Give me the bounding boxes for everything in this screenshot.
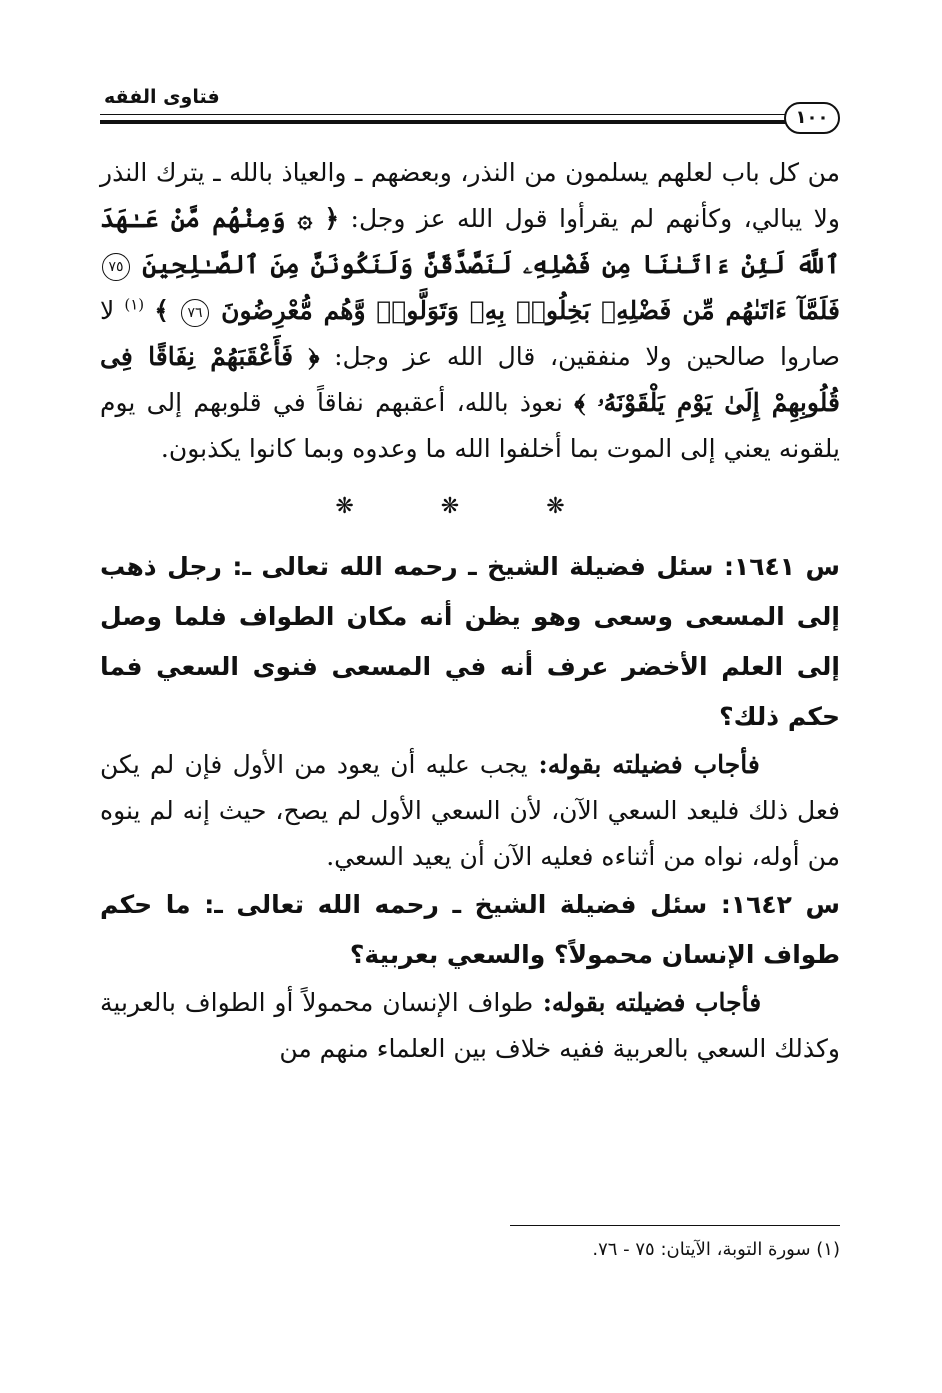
quran-verse: ﴿ فَأَعْقَبَهُمْ نِفَاقًا فِى قُلُوبِهِمْ إِلَىٰ يَوْمِ يَلْقَوْنَهُۥ ﴾ bbox=[100, 342, 841, 417]
section-separator: ❋ ❋ ❋ bbox=[335, 494, 605, 519]
running-title: فتاوى الفقه bbox=[104, 86, 220, 108]
quran-verse: فَلَمَّآ ءَاتَىٰهُم مِّن فَضْلِهِۦ بَخِلُوا۟ بِهِۦ وَتَوَلَّوا۟ وَّهُم مُّعْرِضُونَ bbox=[221, 296, 840, 325]
page-number: ١٠٠ bbox=[784, 102, 840, 134]
paragraph-1 bbox=[100, 150, 840, 472]
quran-bracket: ﴾ bbox=[154, 296, 169, 325]
header-rule-thin bbox=[100, 114, 790, 115]
paragraph-text: نعوذ بالله، أعقبهم نفاقاً في قلوبهم إلى يوم يلقونه يعني إلى الموت بما أخلفوا الله ما وعدوه وبما كانوا يكذبون. bbox=[100, 388, 840, 463]
answer-text: يجب عليه أن يعود من الأول فإن لم يكن فعل ذلك فليعد السعي الآن، لأن السعي الأول لم يصح، حيث إنه لم ينوه من أوله، نواه من أثناءه فعليه الآن أن يعيد السعي. bbox=[100, 750, 840, 871]
footnote-1: (١) سورة التوبة، الآيتان: ٧٥ - ٧٦. bbox=[592, 1239, 840, 1260]
answer-lead: فأجاب فضيلته بقوله: bbox=[533, 988, 762, 1017]
paragraph-text: من كل باب لعلهم يسلمون من النذر، وبعضهم ـ والعياذ بالله ـ يترك النذر ولا يبالي، وكأنهم لم يقرأوا قول الله عز وجل: bbox=[100, 158, 840, 233]
answer-1641 bbox=[100, 742, 840, 880]
question-1642: س ١٦٤٢: سئل فضيلة الشيخ ـ رحمه الله تعالى ـ: ما حكم طواف الإنسان محمولاً؟ والسعي بعربية؟ bbox=[100, 890, 840, 969]
answer-1642 bbox=[100, 980, 840, 1072]
paragraph-text: لا صاروا صالحين ولا منفقين، قال الله عز وجل: bbox=[100, 296, 840, 371]
answer-lead: فأجاب فضيلته بقوله: bbox=[527, 750, 760, 779]
page-header bbox=[100, 80, 840, 130]
ayah-number-marker: ٧٦ bbox=[181, 299, 209, 327]
quran-verse: ﴿ ۞ وَمِنْهُم مَّنْ عَـٰهَدَ ٱللَّهَ لَئِنْ ءَاتَىٰنَا مِن فَضْلِهِۦ لَنَصَّدَّقَنَّ وَلَنَكُونَنَّ مِنَ ٱلصَّـٰلِحِينَ bbox=[100, 204, 841, 279]
page-content bbox=[100, 150, 840, 1072]
footnote-reference: (١) bbox=[124, 295, 145, 314]
question-1641: س ١٦٤١: سئل فضيلة الشيخ ـ رحمه الله تعالى ـ: رجل ذهب إلى المسعى وسعى وهو يظن أنه مكان الطواف فلما وصل إلى العلم الأخضر عرف أنه في المسعى فنوى السعي فما حكم ذلك؟ bbox=[100, 552, 840, 731]
ayah-number-marker: ٧٥ bbox=[102, 253, 130, 281]
answer-text: طواف الإنسان محمولاً أو الطواف بالعربية وكذلك السعي بالعربية ففيه خلاف بين العلماء منهم من bbox=[100, 988, 840, 1063]
header-rule-thick bbox=[100, 120, 790, 124]
footnote-rule bbox=[510, 1225, 840, 1226]
